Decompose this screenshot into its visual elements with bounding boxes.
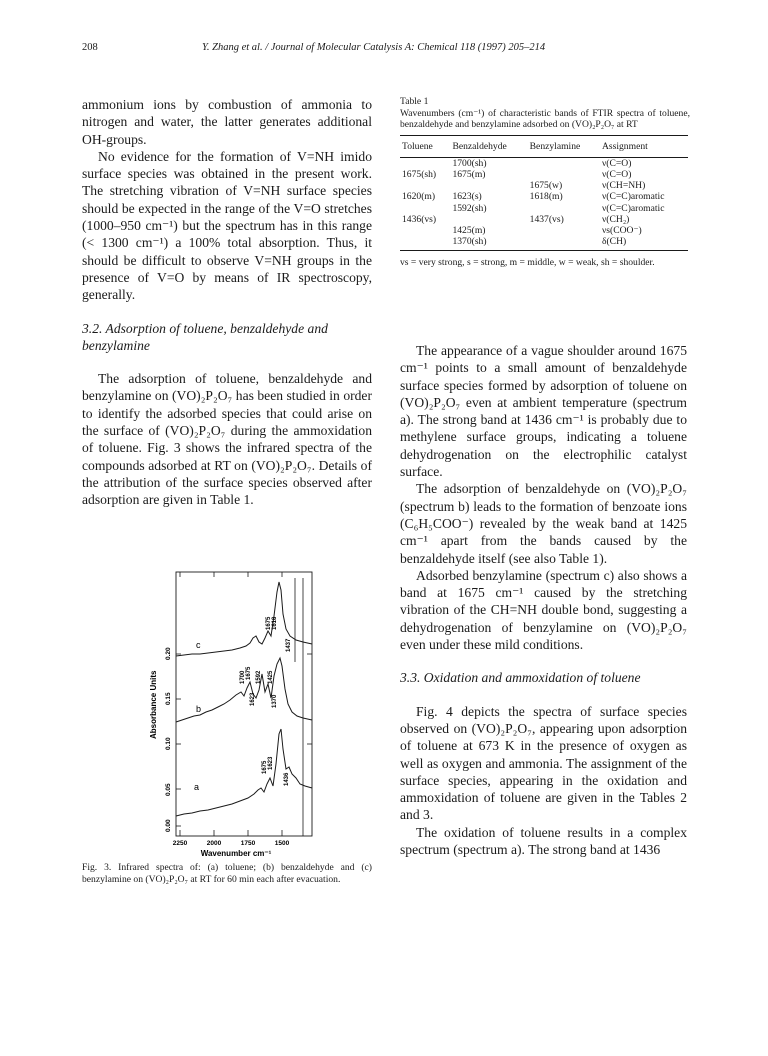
- table-cell: [528, 236, 600, 251]
- table-cell: [400, 225, 450, 236]
- table-row: [400, 157, 688, 169]
- peak-label: 1592: [256, 670, 262, 684]
- data-table: [400, 135, 688, 252]
- table-row: [400, 203, 688, 214]
- y-tick-label: 0.20: [165, 647, 172, 660]
- table-header: Benzylamine: [528, 135, 600, 157]
- table-cell: 1618(m): [529, 191, 563, 203]
- paragraph: No evidence for the formation of V=NH imido surface species was obtained in the present work. The stretching vibration of V=NH surface species should be expected in the range of the V=O stretches (1000–950 cm⁻¹) but the spectrum has in this range (< 1300 cm⁻¹) a 100% total absorption. Thus, it should be difficult to observe V=NH groups in the presence of V=O by means of IR spectroscopy, generally.: [82, 148, 372, 303]
- table-cell: 1700(sh): [452, 157, 487, 169]
- table-footnote: vs = very strong, s = strong, m = middle, w = weak, sh = shoulder.: [400, 257, 655, 269]
- table-row: [400, 180, 688, 191]
- table-block: [400, 96, 690, 269]
- table-cell: 1436(vs): [402, 213, 437, 225]
- peak-label: 1700: [240, 670, 246, 684]
- paragraph: ammonium ions by combustion of ammonia to nitrogen and water, the latter generates additional OH-groups.: [82, 97, 372, 147]
- y-tick-label: 0.00: [165, 819, 172, 832]
- table-cell: νs(COO⁻): [601, 225, 642, 237]
- y-tick-label: 0.15: [165, 692, 172, 705]
- table-cell: [528, 225, 600, 236]
- paragraph: The adsorption of toluene, benzaldehyde and benzylamine on (VO)₂P₂O₇ has been studied in order to identify the adsorbed species that could arise on the surface of (VO)₂P₂O₇ during the ammoxidation of toluene. Fig. 3 shows the infrared spectra of the compounds adsorbed at RT on (VO)₂P₂O₇. Details of the attribution of the surface species observed after adsorption are given in Table 1.: [82, 371, 372, 508]
- table-cell: 1425(m): [452, 225, 486, 237]
- right-column: [400, 342, 687, 858]
- peak-label: 1623: [268, 756, 274, 770]
- spectrum-a-curve: [176, 729, 312, 816]
- x-axis-label: Wavenumber cm⁻¹: [200, 849, 272, 858]
- table-cell: [400, 180, 450, 191]
- curve-label: c: [196, 640, 201, 650]
- peak-label: 1675: [262, 760, 268, 774]
- running-header: [82, 42, 688, 58]
- y-tick-label: 0.05: [165, 783, 172, 796]
- peak-label: 1370: [272, 694, 278, 708]
- figure-caption: Fig. 3. Infrared spectra of: (a) toluene; (b) benzaldehyde and (c) benzylamine on (VO)₂P₂O₇ at RT for 60 min each after evacuation.: [82, 862, 372, 885]
- table-cell: ν(C=C)aromatic: [601, 202, 665, 214]
- table-cell: 1675(w): [529, 180, 563, 192]
- peak-label: 1675: [266, 616, 272, 630]
- table-cell: δ(CH): [600, 236, 688, 251]
- table-cell: [400, 157, 450, 169]
- table-row: [400, 236, 688, 251]
- table-label: Table 1: [400, 96, 429, 107]
- table-header-row: [400, 135, 688, 157]
- table-cell: [400, 203, 450, 214]
- table-cell: 1675(m): [452, 169, 486, 180]
- table-cell: ν(C=O): [601, 169, 632, 180]
- running-head: Y. Zhang et al. / Journal of Molecular Catalysis A: Chemical 118 (1997) 205–214: [202, 42, 546, 53]
- table-row: [400, 169, 688, 180]
- table-cell: 1623(s): [452, 191, 482, 203]
- page-number: 208: [82, 42, 98, 53]
- paragraph: The appearance of a vague shoulder around 1675 cm⁻¹ points to a small amount of benzaldehyde surface species formed by adsorption of toluene on (VO)₂P₂O₇ even at ambient temperature (spectrum a). The strong band at 1436 cm⁻¹ is probably due to methylene surface groups, indicating a toluene dehydrogenation on the electrophilic catalyst surface.: [400, 343, 687, 480]
- figure-3-spectra: [140, 564, 320, 864]
- table-cell: [450, 180, 527, 191]
- table-header: Assignment: [600, 135, 688, 157]
- x-tick-label: 1500: [274, 840, 290, 847]
- paragraph: Adsorbed benzylamine (spectrum c) also shows a band at 1675 cm⁻¹ caused by the stretching vibration of the CH=NH double bond, suggesting a dehydrogenation of benzylamine on (VO)₂P₂O₇ even under these mild conditions.: [400, 567, 687, 653]
- table-cell: [400, 236, 450, 251]
- table-caption: Wavenumbers (cm⁻¹) of characteristic bands of FTIR spectra of toluene, benzaldehyde and benzylamine adsorbed on (VO)₂P₂O₇ at RT: [400, 107, 690, 130]
- table-cell: ν(CH₂): [601, 213, 630, 225]
- left-column: [82, 96, 372, 509]
- section-heading: 3.2. Adsorption of toluene, benzaldehyde and benzylamine: [82, 320, 328, 353]
- peak-label: 1675: [246, 666, 252, 680]
- peak-label: 1425: [268, 670, 274, 684]
- x-tick-label: 2000: [206, 840, 222, 847]
- table-header: Toluene: [400, 135, 450, 157]
- table-row: [400, 225, 688, 236]
- table-cell: [528, 169, 600, 180]
- peak-label: 1618: [272, 616, 278, 630]
- table-cell: 1675(sh): [402, 169, 437, 180]
- table-cell: [528, 157, 600, 169]
- table-cell: ν(C=O): [601, 157, 632, 169]
- table-header: Benzaldehyde: [450, 135, 527, 157]
- x-tick-label: 1750: [240, 840, 256, 847]
- curve-label: a: [194, 782, 200, 792]
- peak-label: 1437: [286, 638, 292, 652]
- table-cell: [528, 203, 600, 214]
- x-tick-label: 2250: [172, 840, 188, 847]
- table-cell: [450, 214, 527, 225]
- table-cell: ν(CH=NH): [601, 180, 646, 192]
- peak-label: 1623: [250, 692, 256, 706]
- paragraph: The adsorption of benzaldehyde on (VO)₂P₂O₇ (spectrum b) leads to the formation of benzoate ions (C₆H₅COO⁻) revealed by the weak band at 1425 cm⁻¹ apart from the bands caused by the benzaldehyde itself (see also Table 1).: [400, 481, 687, 566]
- curve-label: b: [196, 704, 202, 714]
- table-cell: ν(C=C)aromatic: [601, 191, 665, 203]
- paragraph: Fig. 4 depicts the spectra of surface species observed on (VO)₂P₂O₇, appearing upon adsorption of toluene at 673 K in the presence of oxygen as well as oxygen and ammonia. The assignment of the surface species, appearing in the oxidation and ammoxidation of toluene are given in the Tables 2 and 3.: [400, 703, 687, 823]
- y-axis-label: Absorbance Units: [149, 670, 158, 739]
- table-cell: 1592(sh): [452, 202, 487, 214]
- paragraph: The oxidation of toluene results in a complex spectrum (spectrum a). The strong band at 1436: [400, 824, 687, 858]
- table-cell: 1620(m): [402, 191, 436, 203]
- table-row: [400, 214, 688, 225]
- y-tick-label: 0.10: [165, 737, 172, 750]
- table-cell: 1437(vs): [529, 213, 564, 225]
- table-row: [400, 191, 688, 202]
- section-heading: 3.3. Oxidation and ammoxidation of toluene: [400, 670, 641, 686]
- table-cell: 1370(sh): [450, 236, 527, 251]
- peak-label: 1436: [284, 772, 290, 786]
